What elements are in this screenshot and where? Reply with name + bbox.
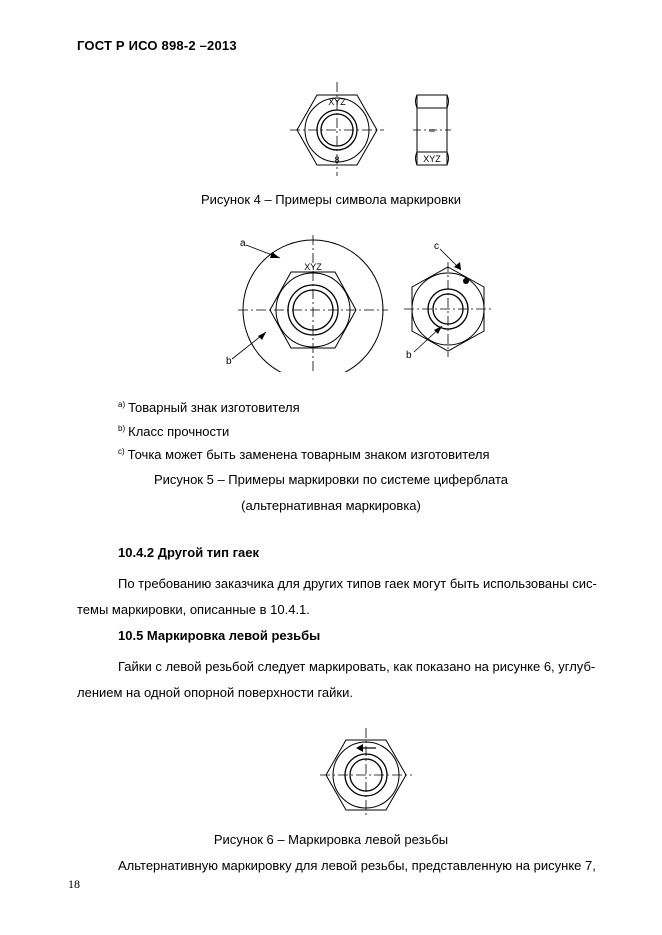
figure5-label-a: a [240, 238, 246, 249]
footnote-c [118, 447, 490, 462]
figure4-label-front-top: XYZ [328, 97, 346, 107]
figure-4-caption: Рисунок 4 – Примеры символа маркировки [200, 192, 461, 207]
figure-5-drawing [220, 232, 520, 372]
section-10-5-heading: 10.5 Маркировка левой резьбы [118, 628, 321, 643]
arrow-a [270, 252, 280, 258]
footnote-mark: b) [118, 424, 126, 433]
figure-5-caption-line1: Рисунок 5 – Примеры маркировки по системе циферблата [153, 472, 509, 487]
section-10-4-2-para-line1: По требованию заказчика для других типов гаек могут быть использованы сис- [118, 576, 597, 591]
dial-dot-marker [463, 278, 469, 284]
figure-5-caption-line2: (альтернативная маркировка) [241, 498, 421, 513]
figure5-label-b-right: b [406, 350, 412, 361]
section-10-4-2-heading: 10.4.2 Другой тип гаек [118, 545, 260, 560]
document-header: ГОСТ Р ИСО 898-2 –2013 [77, 38, 237, 53]
footnote-mark: a) [118, 400, 126, 409]
footnote-mark: c) [118, 447, 125, 456]
figure-6-caption: Рисунок 6 – Маркировка левой резьбы [213, 832, 449, 847]
section-10-5-para-line2: лением на одной опорной поверхности гайки. [77, 685, 353, 700]
footnote-text: Товарный знак изготовителя [128, 400, 300, 415]
figure4-label-side-bottom: XYZ [423, 154, 441, 164]
footnote-b [118, 424, 229, 439]
section-10-4-2-para-line2: темы маркировки, описанные в 10.4.1. [77, 602, 310, 617]
arrow-b-left [258, 332, 266, 340]
figure5-label-xyz: XYZ [304, 262, 322, 272]
footnote-text: Класс прочности [128, 424, 230, 439]
figure5-label-b-left: b [226, 356, 232, 367]
figure5-label-c: c [434, 241, 439, 252]
left-thread-arrow-icon [356, 744, 363, 752]
arrow-c [454, 262, 461, 270]
figure-4-drawing [290, 78, 470, 178]
footnote-text: Точка может быть заменена товарным знаком изготовителя [127, 447, 490, 462]
final-paragraph-line: Альтернативную маркировку для левой резьбы, представленную на рисунке 7, [118, 858, 596, 873]
figure4-label-side-mid: ∞ [429, 126, 435, 135]
section-10-5-para-line1: Гайки с левой резьбой следует маркировать, как показано на рисунке 6, углуб- [118, 659, 596, 674]
page-number: 18 [68, 877, 80, 891]
figure-6-drawing [318, 728, 414, 818]
figure4-label-front-bottom: 8 [334, 155, 340, 165]
footnote-a [118, 400, 300, 415]
